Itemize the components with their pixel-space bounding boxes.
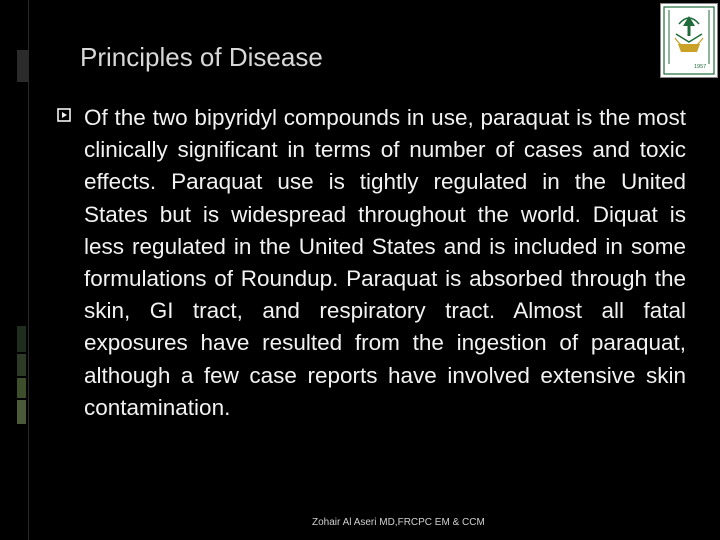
left-rule [28, 0, 29, 540]
accent-stripe [17, 354, 26, 376]
accent-stripe [17, 378, 26, 398]
logo-year: 1957 [694, 64, 707, 70]
accent-stripe [17, 400, 26, 424]
accent-stripe [17, 326, 26, 352]
bullet-paragraph: Of the two bipyridyl compounds in use, paraquat is the most clinically significant in terms of number of cases and toxic effects. Paraquat use is tightly regulated in the United States but is widespread throughout the world. Diquat is less regulated in the United States and is included in some formulations of Roundup. Paraquat is absorbed through the skin, GI tract, and respiratory tract. Almost all fatal exposures have resulted from the ingestion of paraquat, although a few case reports have involved extensive skin contamination. [84, 105, 686, 420]
square-arrow-bullet-icon [57, 107, 73, 123]
accent-block [17, 50, 28, 82]
slide-footer: Zohair Al Aseri MD,FRCPC EM & CCM [312, 517, 485, 528]
university-emblem-icon [660, 3, 718, 78]
slide-title: Principles of Disease [80, 42, 323, 72]
